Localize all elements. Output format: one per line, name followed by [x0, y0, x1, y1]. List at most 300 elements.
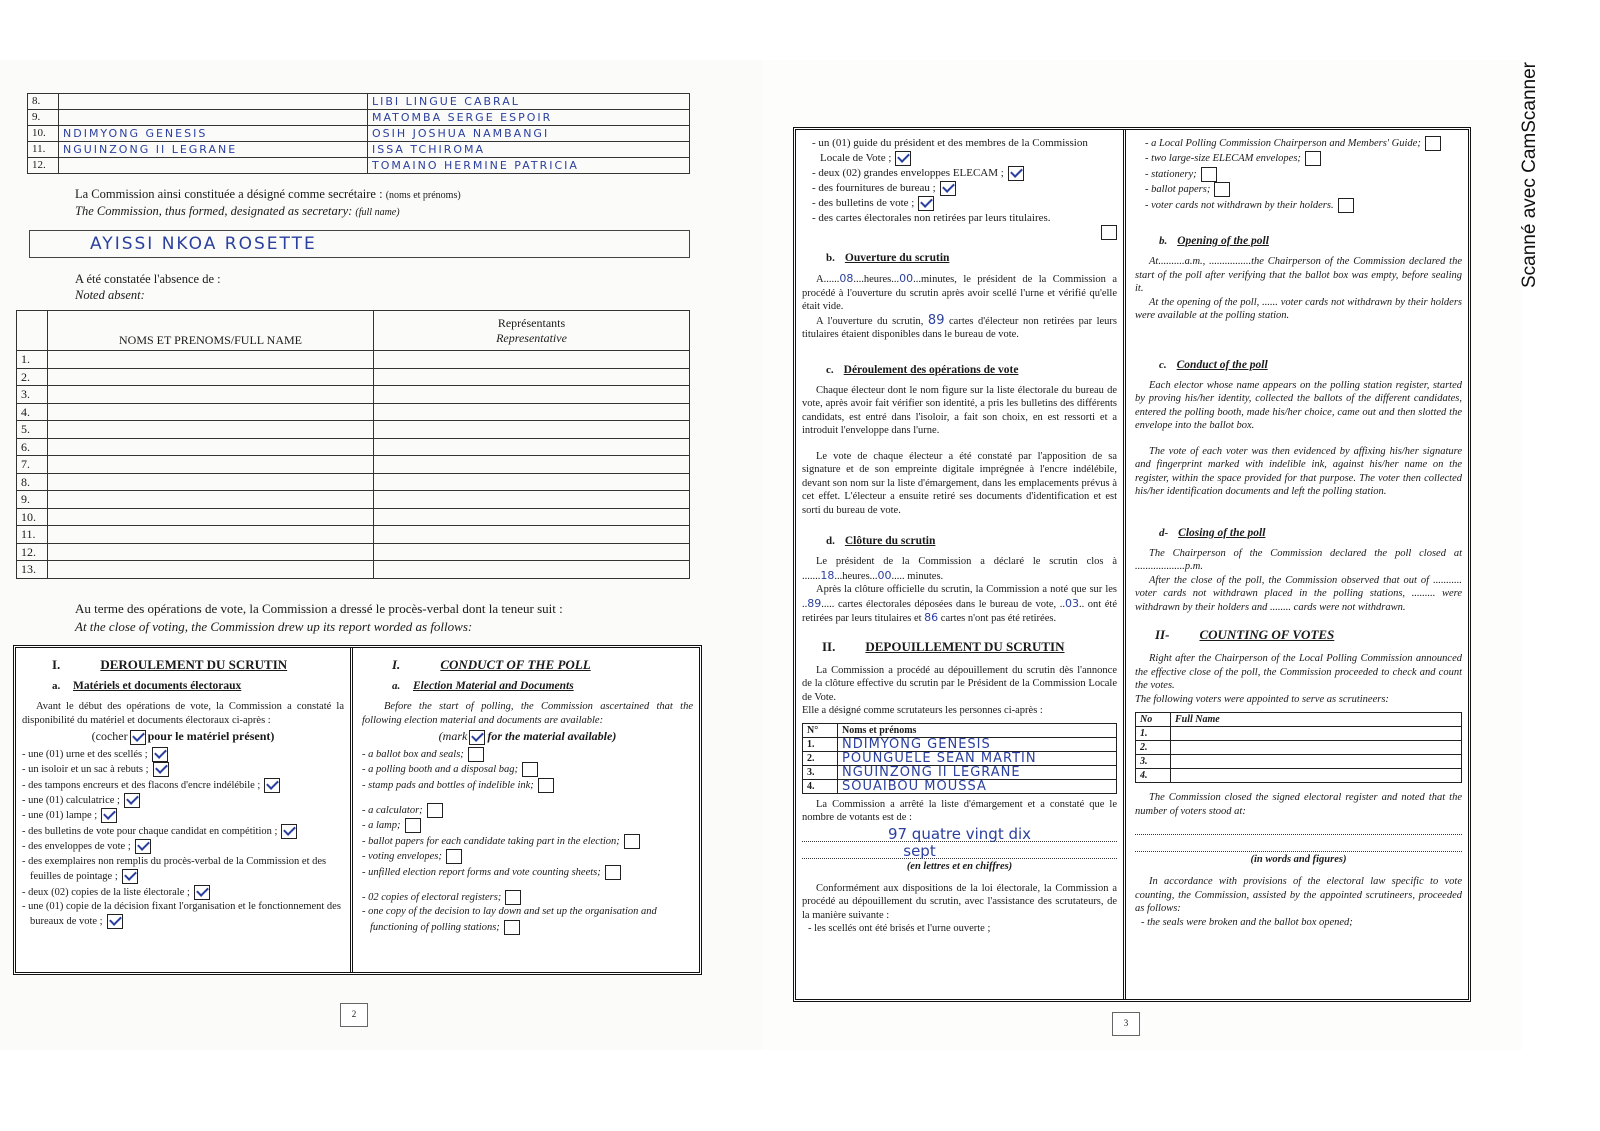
mark-pre: (mark [438, 729, 468, 743]
subsection-number: c. [826, 363, 834, 376]
voting-paragraph-1: Each elector whose name appears on the polling station register, started by proving his/her identity, collected the ballots of the different candidates, entered the polling booth, made his/her choice, came out and then slotted the envelope into the ballot box. [1135, 379, 1462, 432]
closing-paragraph-2 [802, 583, 1117, 626]
member-name-right: TOMAINO HERMINE PATRICIA [368, 158, 690, 174]
row-number: 9. [17, 491, 48, 509]
subsection-number: d. [826, 535, 835, 547]
item-label: - des cartes électorales non retirées par leurs titulaires. [812, 211, 1051, 224]
checklist-item [362, 834, 693, 849]
header-name: Noms et prénoms [838, 723, 1117, 737]
header-number [17, 311, 48, 351]
checklist-item [22, 808, 344, 823]
closing-statement-en: At the close of voting, the Commission drew up its report worded as follows: [75, 619, 473, 634]
table-row [1136, 741, 1462, 755]
checkbox-report-forms[interactable] [605, 865, 621, 880]
checkbox-elecam-envelopes[interactable] [1305, 151, 1321, 166]
page-number-left: 2 [340, 1003, 368, 1027]
subsection-title: Opening of the poll [1177, 235, 1269, 248]
subsection-title: Conduct of the poll [1176, 358, 1268, 371]
voters-count-line-2[interactable] [1135, 835, 1462, 852]
checkbox-sample-icon [130, 730, 146, 745]
checkbox-ballot-box[interactable] [152, 747, 168, 762]
row-number: 6. [17, 438, 48, 456]
item-label: - deux (02) copies de la liste électorale ; [22, 886, 190, 898]
opening-paragraph-2 [802, 314, 1117, 342]
table-header [1136, 713, 1462, 727]
member-name-left [59, 158, 368, 174]
opening-minutes-value[interactable]: 00 [899, 272, 914, 285]
row-number: 8. [28, 94, 59, 110]
checkbox-stamp-pads[interactable] [264, 778, 280, 793]
subsection-b-en [1159, 235, 1462, 247]
subsection-a-fr [52, 680, 344, 692]
item-label: - two large-size ELECAM envelopes; [1145, 153, 1301, 165]
subsection-d-fr [826, 535, 1117, 547]
checklist-item [1135, 151, 1462, 166]
intro-paragraph: Avant le début des opérations de vote, la Commission a constaté la disponibilité du matériel et documents électoraux ci-après : [22, 701, 344, 726]
item-label: - a Local Polling Commission Chairperson and Members' Guide; [1145, 137, 1421, 149]
scrutineer-name[interactable] [1171, 741, 1462, 755]
table-row [17, 526, 690, 544]
section-ii-en-heading [1155, 626, 1462, 644]
secretary-note-fr: (noms et prénoms) [385, 190, 461, 201]
voting-paragraph-2: Le vote de chaque électeur a été constaté par l'apposition de sa signature et de son empreinte digitale imprégnée à l'encre indélébile, devant son nom sur la liste d'émargement, dans les emplacements prévus à cet effet. L'électeur a ensuite retiré ses documents d'identification et est sorti du bureau de vote. [802, 450, 1117, 516]
checkbox-ballot-papers[interactable] [918, 196, 934, 211]
text: Le président de la Commission a déclaré le scrutin clos à ....... [802, 556, 1117, 582]
row-number: 4. [1136, 769, 1171, 783]
count-method-paragraph: In accordance with provisions of the electoral law specific to vote counting, the Commission, assisted by the appointed scrutineers, proceeded as follows: [1135, 876, 1462, 915]
absent-name-cell[interactable] [48, 543, 374, 561]
count-method-item: - the seals were broken and the ballot box opened; [1141, 916, 1353, 928]
scrutineer-name[interactable]: SOUAIBOU MOUSSA [838, 779, 1117, 793]
text: ..... minutes. [891, 570, 944, 582]
checklist-item [362, 762, 693, 777]
member-name-left: NGUINZONG II LEGRANE [59, 142, 368, 158]
header-rep-fr: Représentants [497, 315, 566, 330]
checklist-item [362, 778, 693, 793]
commission-members-table [27, 93, 690, 174]
member-name-left [59, 110, 368, 126]
continuation-box [793, 127, 1471, 1002]
checklist-item [22, 762, 344, 777]
checkbox-elecam-envelopes[interactable] [1008, 166, 1024, 181]
checklist-item [802, 196, 1117, 211]
table-row [17, 491, 690, 509]
member-name-right: OSIH JOSHUA NAMBANGI [368, 126, 690, 142]
closing-hours-value[interactable]: 18 [820, 568, 835, 582]
table-row [17, 456, 690, 474]
checklist-item [802, 136, 1117, 166]
item-label: - voter cards not withdrawn by their holders. [1145, 199, 1334, 211]
subsection-b-fr [826, 252, 1117, 264]
row-number: 12. [28, 158, 59, 174]
checkbox-lamp[interactable] [405, 818, 421, 833]
absent-name-cell[interactable] [48, 368, 374, 386]
scrutineer-name[interactable]: POUNGUELE SEAN MARTIN [838, 751, 1117, 765]
item-label: - deux (02) grandes enveloppes ELECAM ; [812, 166, 1004, 179]
text: ...minutes, le président de la Commission a procédé à l'ouverture du scrutin après avoir scellé l'urne et vérifié qu'elle était vide. [802, 274, 1117, 312]
checkbox-guide[interactable] [1425, 136, 1441, 151]
opening-paragraph-1 [802, 272, 1117, 314]
text: cartes n'ont pas été retirées. [940, 613, 1057, 624]
item-label: - stationery; [1145, 168, 1197, 180]
text: A...... [816, 274, 840, 285]
mark-post: for the material available) [487, 729, 617, 743]
table-row [1136, 727, 1462, 741]
table-row [803, 779, 1117, 793]
item-label: - stamp pads and bottles of indelible ink; [362, 779, 534, 791]
section-i-en-heading [392, 656, 693, 674]
absent-rep-cell[interactable] [374, 421, 690, 439]
member-name-right: ISSA TCHIROMA [368, 142, 690, 158]
checklist-item [22, 793, 344, 808]
absent-rep-cell[interactable] [374, 386, 690, 404]
closing-minutes-value[interactable]: 00 [877, 568, 892, 582]
row-number: 12. [17, 543, 48, 561]
subsection-number: b. [826, 252, 835, 264]
absent-rep-cell[interactable] [374, 403, 690, 421]
section-i-fr-heading [52, 656, 344, 674]
row-number: 1. [803, 737, 838, 751]
row-number: 8. [17, 473, 48, 491]
mark-pre: (cocher [91, 729, 128, 743]
right-en-column [1129, 130, 1468, 999]
member-name-right: MATOMBA SERGE ESPOIR [368, 110, 690, 126]
section-number: II- [1155, 627, 1170, 643]
text: .. ont été retirées par leurs titulaires et [802, 598, 1117, 624]
header-name: Full Name [1171, 713, 1462, 727]
table-row [1136, 769, 1462, 783]
checkbox-stationery[interactable] [940, 181, 956, 196]
checkbox-ballot-papers[interactable] [1214, 182, 1230, 197]
count-method-paragraph: Conformément aux dispositions de la loi électorale, la Commission a procédé au dépouillement du scrutin, avec l'assistance des scrutateurs, de la manière suivante : [802, 882, 1117, 921]
row-number: 11. [28, 142, 59, 158]
absent-label-fr: A été constatée l'absence de : [75, 272, 221, 286]
opening-paragraph-1: At..........a.m., ................the Chairperson of the Commission declared the start of the poll after verifying that the ballot box was empty, before sealing it. [1135, 256, 1462, 295]
row-number: 3. [1136, 755, 1171, 769]
opening-hours-value[interactable]: 08 [839, 272, 854, 285]
checkbox-guide[interactable] [895, 151, 911, 166]
voting-paragraph-1: Chaque électeur dont le nom figure sur la liste électorale du bureau de vote, après avoir fait vérifier son identité, a pris les bulletins des différents candidats, est entré dans l'isoloir, a fait son choix, en est ressorti et a introduit l'enveloppe dans l'urne. [802, 384, 1117, 436]
table-header [803, 723, 1117, 737]
scrutineers-table-fr [802, 723, 1117, 794]
absent-name-cell[interactable] [48, 508, 374, 526]
item-label: - a calculator; [362, 804, 423, 816]
text: cartes d'électeur non retirées par leurs titulaires étaient disponibles dans le bureau de vote. [802, 315, 1118, 340]
item-label: - a polling booth and a disposal bag; [362, 764, 519, 776]
item-label: - des bulletins de vote ; [812, 196, 915, 209]
checkbox-sample-icon [469, 730, 485, 745]
scrutineer-name[interactable] [1171, 769, 1462, 783]
mark-instruction [22, 729, 344, 745]
item-label: - voting envelopes; [362, 851, 442, 863]
checkbox-envelopes[interactable] [135, 839, 151, 854]
table-row [28, 158, 690, 174]
scrutineer-name[interactable] [1171, 727, 1462, 741]
item-label: - une (01) calculatrice ; [22, 794, 120, 806]
section-i-en-column [356, 648, 699, 972]
absent-name-cell[interactable] [48, 438, 374, 456]
cards-deposited-value[interactable]: 89 [807, 596, 822, 610]
scrutineers-intro: Elle a désigné comme scrutateurs les personnes ci-après : [802, 705, 1043, 716]
member-name-left [59, 94, 368, 110]
closing-paragraph-1 [802, 555, 1117, 583]
table-row [17, 421, 690, 439]
checklist-item [802, 166, 1117, 181]
section-title: COUNTING OF VOTES [1199, 627, 1335, 643]
section-number: I. [52, 657, 61, 672]
checkbox-polling-booth[interactable] [522, 762, 538, 777]
checkbox-stamp-pads[interactable] [538, 778, 554, 793]
intro-paragraph: Before the start of polling, the Commission ascertained that the following election material and documents are available: [362, 701, 693, 726]
mark-post: pour le matériel présent) [147, 729, 275, 743]
absent-name-cell[interactable] [48, 526, 374, 544]
absent-rep-cell[interactable] [374, 368, 690, 386]
text: ...heures... [834, 570, 878, 582]
secretary-name-field[interactable] [29, 230, 690, 258]
text: A l'ouverture du scrutin, [816, 315, 924, 327]
count-method-item: - les scellés ont été brisés et l'urne ouverte ; [808, 923, 991, 934]
voters-count-line-2[interactable]: sept [802, 842, 1117, 859]
table-row [1136, 755, 1462, 769]
subsection-a-en [392, 680, 693, 692]
header-full-name: NOMS ET PRENOMS/FULL NAME [48, 311, 374, 351]
item-label: - 02 copies of electoral registers; [362, 891, 502, 903]
checklist-item [22, 885, 344, 900]
checkbox-ballot-papers[interactable] [281, 824, 297, 839]
row-number: 11. [17, 526, 48, 544]
item-label: - des fournitures de bureau ; [812, 181, 936, 194]
secretary-label-fr [75, 186, 461, 204]
item-label: - une (01) lampe ; [22, 810, 98, 822]
subsection-title: Déroulement des opérations de vote [843, 363, 1019, 376]
subsection-title: Ouverture du scrutin [844, 252, 950, 264]
row-number: 2. [1136, 741, 1171, 755]
row-number: 2. [803, 751, 838, 765]
subsection-c-en [1159, 359, 1462, 371]
checklist-item [22, 778, 344, 793]
subsection-number: b. [1159, 235, 1168, 248]
table-row [17, 543, 690, 561]
checkbox-polling-booth[interactable] [153, 762, 169, 777]
absent-label-en: Noted absent: [75, 288, 145, 302]
subsection-title: Matériels et documents électoraux [73, 680, 242, 692]
member-name-right: LIBI LINGUE CABRAL [368, 94, 690, 110]
checkbox-voter-cards[interactable] [1338, 198, 1354, 213]
header-rep-en: Representative [496, 330, 567, 345]
row-number: 1. [1136, 727, 1171, 741]
voters-count-note: (en lettres et en chiffres) [906, 860, 1013, 872]
checkbox-ballot-papers[interactable] [624, 834, 640, 849]
checklist-item [362, 890, 693, 905]
checkbox-electoral-list[interactable] [194, 885, 210, 900]
absent-name-cell[interactable] [48, 386, 374, 404]
absent-rep-cell[interactable] [374, 543, 690, 561]
secretary-name: AYISSI NKOA ROSETTE [90, 234, 317, 254]
table-row [17, 351, 690, 369]
voters-count-paragraph: The Commission closed the signed electoral register and noted that the number of voters stood at: [1135, 792, 1462, 817]
subsection-number: a. [52, 680, 61, 692]
absent-rep-cell[interactable] [374, 351, 690, 369]
checkbox-stationery[interactable] [1201, 167, 1217, 182]
absent-rep-cell[interactable] [374, 456, 690, 474]
checklist-item [362, 849, 693, 864]
table-row [28, 142, 690, 158]
checkbox-electoral-registers[interactable] [505, 890, 521, 905]
counting-paragraph: La Commission a procédé au dépouillement du scrutin dès l'annonce de la clôture effective du scrutin par le Président de la Commission Locale de Vote. [802, 664, 1117, 703]
opening-cards-value[interactable]: 89 [927, 312, 945, 328]
absent-name-cell[interactable] [48, 456, 374, 474]
header-no: N° [803, 723, 838, 737]
table-row [17, 438, 690, 456]
checkbox-lamp[interactable] [101, 808, 117, 823]
checklist-item [1135, 198, 1462, 213]
scrutineers-intro: The following voters were appointed to serve as scrutineers: [1135, 693, 1389, 705]
checkbox-decision-copy[interactable] [107, 914, 123, 929]
voting-paragraph-2: The vote of each voter was then evidenced by affixing his/her signature and fingerprint marked with indelible ink, against his/her name on the register, within the space provided for that purpose. The voter then collected his/her identification documents and left the polling station. [1135, 445, 1462, 498]
item-label: - a lamp; [362, 820, 401, 832]
table-row [17, 561, 690, 579]
table-row [17, 386, 690, 404]
section-ii-fr-heading [822, 638, 1117, 656]
item-label: - unfilled election report forms and vote counting sheets; [362, 866, 601, 878]
subsection-title: Closing of the poll [1178, 526, 1266, 539]
checkbox-calculator[interactable] [124, 793, 140, 808]
item-label: - une (01) urne et des scellés ; [22, 748, 148, 760]
table-row [17, 368, 690, 386]
absent-name-cell[interactable] [48, 473, 374, 491]
section-title: DEPOUILLEMENT DU SCRUTIN [865, 638, 1065, 654]
cards-remaining-value[interactable]: 86 [924, 611, 939, 624]
absent-rep-cell[interactable] [374, 491, 690, 509]
secretary-label-en [75, 203, 400, 221]
subsection-title: Clôture du scrutin [844, 535, 936, 547]
checklist-item [362, 747, 693, 762]
voters-count-note: (in words and figures) [1250, 854, 1347, 866]
right-fr-column [796, 130, 1126, 999]
row-number: 3. [803, 765, 838, 779]
subsection-c-fr [826, 364, 1117, 376]
section-title: CONDUCT OF THE POLL [440, 657, 591, 672]
checklist-item [362, 818, 693, 833]
subsection-d-en [1159, 527, 1462, 539]
table-row [28, 126, 690, 142]
absent-rep-cell[interactable] [374, 473, 690, 491]
checklist-item [22, 747, 344, 762]
closing-paragraph-1: The Chairperson of the Commission declared the poll closed at ...................p.m. [1135, 547, 1462, 573]
subsection-number: d- [1159, 526, 1169, 539]
checklist-item [1135, 136, 1462, 151]
checkbox-calculator[interactable] [427, 803, 443, 818]
closing-statement-fr: Au terme des opérations de vote, la Commission a dressé le procès-verbal dont la teneur suit : [75, 601, 563, 616]
item-label: - des tampons encreurs et des flacons d'encre indélébile ; [22, 779, 261, 791]
checklist-item [802, 211, 1117, 241]
secretary-label-fr-text: La Commission ainsi constituée a désigné comme secrétaire : [75, 187, 383, 201]
section-i-fr-column [16, 648, 353, 972]
row-number: 4. [803, 779, 838, 793]
closing-paragraph-2: After the close of the poll, the Commission observed that out of ........... voter cards not withdrawn placed in the polling stations, ......... were withdrawn by their holders and ........ cards were not withdrawn. [1135, 574, 1462, 613]
item-label: - one copy of the decision to lay down and set up the organisation and functioning of polling stations; [362, 906, 657, 933]
section-title: DEROULEMENT DU SCRUTIN [100, 657, 288, 672]
counting-paragraph: Right after the Chairperson of the Local Polling Commission announced the effective close of the poll, the Commission proceeded to check and count the votes. [1135, 653, 1462, 692]
scrutineer-name[interactable]: NGUINZONG II LEGRANE [838, 765, 1117, 779]
table-row [803, 765, 1117, 779]
row-number: 1. [17, 351, 48, 369]
checklist-item [362, 865, 693, 880]
checklist-item [802, 181, 1117, 196]
absent-name-cell[interactable] [48, 351, 374, 369]
subsection-title: Election Material and Documents [413, 680, 574, 692]
secretary-label-en-text: The Commission, thus formed, designated as secretary: [75, 204, 353, 218]
checkbox-decision-copy[interactable] [504, 920, 520, 935]
cards-withdrawn-value[interactable]: 03 [1064, 596, 1079, 610]
header-no: No [1136, 713, 1171, 727]
absent-name-cell[interactable] [48, 491, 374, 509]
row-number: 13. [17, 561, 48, 579]
camscanner-watermark: Scanné avec CamScanner [1519, 61, 1540, 289]
row-number: 3. [17, 386, 48, 404]
text: ....heures... [853, 274, 900, 285]
row-number: 4. [17, 403, 48, 421]
item-label: - un (01) guide du président et des membres de la Commission Locale de Vote ; [812, 137, 1088, 164]
table-row [803, 737, 1117, 751]
row-number: 2. [17, 368, 48, 386]
subsection-number: c. [1159, 358, 1167, 371]
text: ..... cartes électorales déposées dans le bureau de vote, .. [821, 598, 1065, 610]
table-header [17, 311, 690, 351]
checkbox-envelopes[interactable] [446, 849, 462, 864]
checklist-item [22, 900, 344, 930]
checklist-item [1135, 182, 1462, 197]
subsection-number: a. [392, 680, 401, 692]
row-number: 7. [17, 456, 48, 474]
voters-count-line-1[interactable]: 97 quatre vingt dix [802, 825, 1117, 842]
table-row [28, 94, 690, 110]
section-number: I. [392, 657, 401, 672]
checkbox-report-forms[interactable] [122, 869, 138, 884]
checklist-item [22, 855, 344, 885]
voters-count-line-1[interactable] [1135, 818, 1462, 835]
absent-name-cell[interactable] [48, 403, 374, 421]
row-number: 5. [17, 421, 48, 439]
item-label: - une (01) copie de la décision fixant l'organisation et le fonctionnement des bureaux de vote ; [22, 900, 341, 928]
scrutineer-name[interactable] [1171, 755, 1462, 769]
absent-rep-cell[interactable] [374, 438, 690, 456]
item-label: - ballot papers for each candidate taking part in the election; [362, 835, 620, 847]
section-i-box [13, 645, 702, 975]
absent-name-cell[interactable] [48, 561, 374, 579]
table-row [17, 473, 690, 491]
secretary-note-en: (full name) [355, 207, 400, 218]
scrutineer-name[interactable]: NDIMYONG GENESIS [838, 737, 1117, 751]
row-number: 10. [28, 126, 59, 142]
member-name-left: NDIMYONG GENESIS [59, 126, 368, 142]
absent-rep-cell[interactable] [374, 561, 690, 579]
section-number: II. [822, 638, 836, 654]
text: Après la clôture officielle du scrutin, la Commission a noté que sur les .. [802, 584, 1117, 610]
checkbox-voter-cards[interactable] [1101, 225, 1117, 240]
scrutineers-table-en [1135, 712, 1462, 783]
row-number: 9. [28, 110, 59, 126]
absent-rep-cell[interactable] [374, 508, 690, 526]
checkbox-ballot-box[interactable] [468, 747, 484, 762]
absent-name-cell[interactable] [48, 421, 374, 439]
checklist-item [362, 803, 693, 818]
table-row [28, 110, 690, 126]
absent-rep-cell[interactable] [374, 526, 690, 544]
table-row [803, 751, 1117, 765]
checklist-item [22, 839, 344, 854]
absent-table [16, 310, 690, 579]
